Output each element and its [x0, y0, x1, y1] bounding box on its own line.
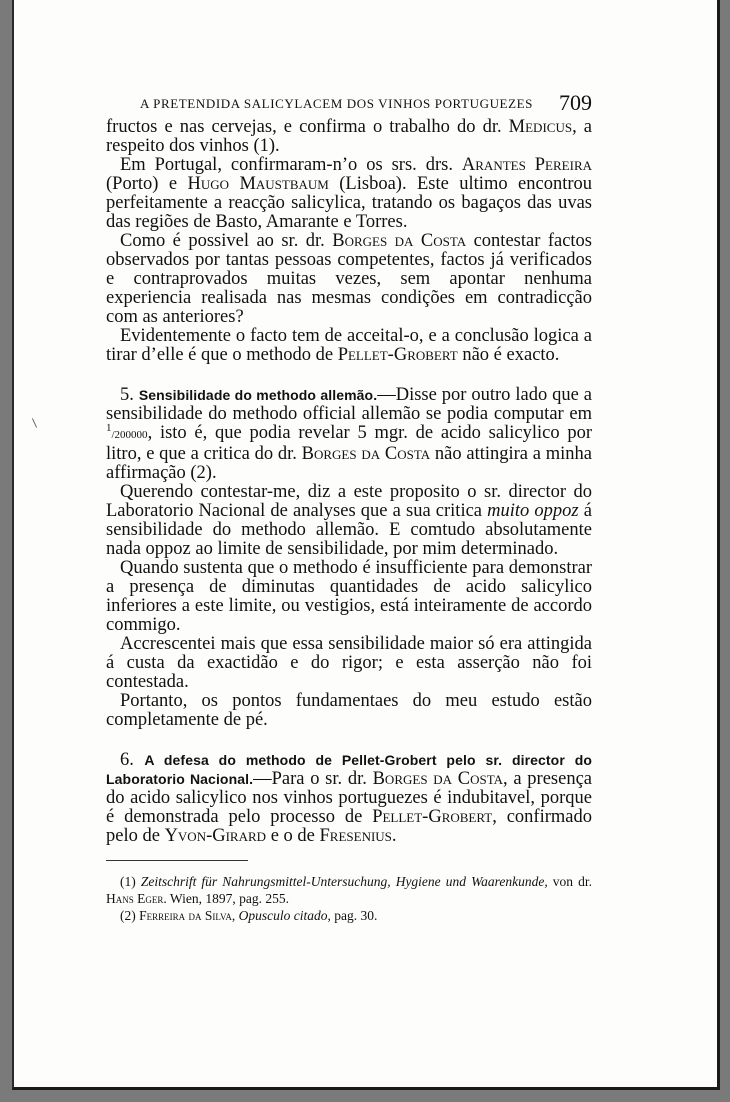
paragraph: Em Portugal, confirmaram-n’o os srs. drs. Arantes Pereira (Porto) e Hugo Maustbaum (Lisboa). Este ultimo encontrou perfeitamente a reacção salicylica, tratando os bagaços das uvas das regiões de Basto, Amarante e Torres. — [106, 155, 592, 232]
book-page — [12, 0, 720, 1090]
paragraph: Quando sustenta que o methodo é insufficiente para demonstrar a presença de diminutas quantidades de acido salicylico inferiores a este limite, ou vestigios, está inteiramente de accordo commigo. — [106, 558, 592, 635]
running-head-title: A PRETENDIDA SALICYLACEM DOS VINHOS PORTUGUEZES — [140, 96, 534, 111]
paragraph: fructos e nas cervejas, e confirma o trabalho do dr. Medicus, a respeito dos vinhos (1). — [106, 117, 592, 156]
section-6: 6. A defesa do methodo de Pellet-Grobert pelo sr. director do Laboratorio Nacional.—Para o sr. dr. Borges da Costa, a presença do acido salicylico nos vinhos portuguezes é indubitavel, porque é demonstrada pelo processo de Pellet-Grobert, confirmado pelo de Yvon-Girard e o de Fresenius. — [106, 750, 593, 846]
section-heading: A defesa do methodo de Pellet-Grobert pelo sr. director do Laboratorio Nacional. — [106, 752, 593, 787]
paragraph: Como é possivel ao sr. dr. Borges da Costa contestar factos observados por tantas pessoas competentes, factos já verificados e contraprovados muitas vezes, sem apontar nenhuma experiencia realisada nas mesmas condições em contradicção com as anteriores? — [106, 231, 592, 327]
footnotes — [106, 873, 592, 924]
margin-mark — [32, 418, 37, 427]
paragraph: Evidentemente o facto tem de acceital-o, e a conclusão logica a tirar d’elle é que o methodo de Pellet-Grobert não é exacto. — [106, 326, 592, 365]
section-5: 5. Sensibilidade do methodo allemão.—Disse por outro lado que a sensibilidade do methodo official allemão se podia computar em $^1$/200000, isto é, que podia revelar 5 mgr. de acido salicylico por litro, e que a critica do dr. Borges da Costa não attingira a minha affirmação (2). — [106, 385, 592, 483]
running-head — [106, 92, 592, 118]
page-content — [106, 92, 592, 924]
footnote-2: (2) Ferreira da Silva, Opusculo citado, pag. 30. — [120, 908, 378, 923]
footnote-1: (1) Zeitschrift für Nahrungsmittel-Untersuchung, Hygiene und Waarenkunde, von dr. Hans Eger. Wien, 1897, pag. 255. — [106, 874, 592, 906]
paragraph: Portanto, os pontos fundamentaes do meu estudo estão completamente de pé. — [106, 691, 592, 730]
footnote-rule — [106, 860, 248, 861]
section-heading: Sensibilidade do methodo allemão. — [138, 387, 378, 403]
page-number: 709 — [559, 90, 592, 115]
paragraph: Accrescentei mais que essa sensibilidade maior só era attingida á custa da exactidão e do rigor; e esta asserção não foi contestada. — [106, 634, 592, 692]
paragraph: Querendo contestar-me, diz a este proposito o sr. director do Laboratorio Nacional de analyses que a sua critica muito oppoz á sensibilidade do methodo allemão. E comtudo absolutamente nada oppoz ao limite de sensibilidade, por mim determinado. — [106, 482, 592, 559]
